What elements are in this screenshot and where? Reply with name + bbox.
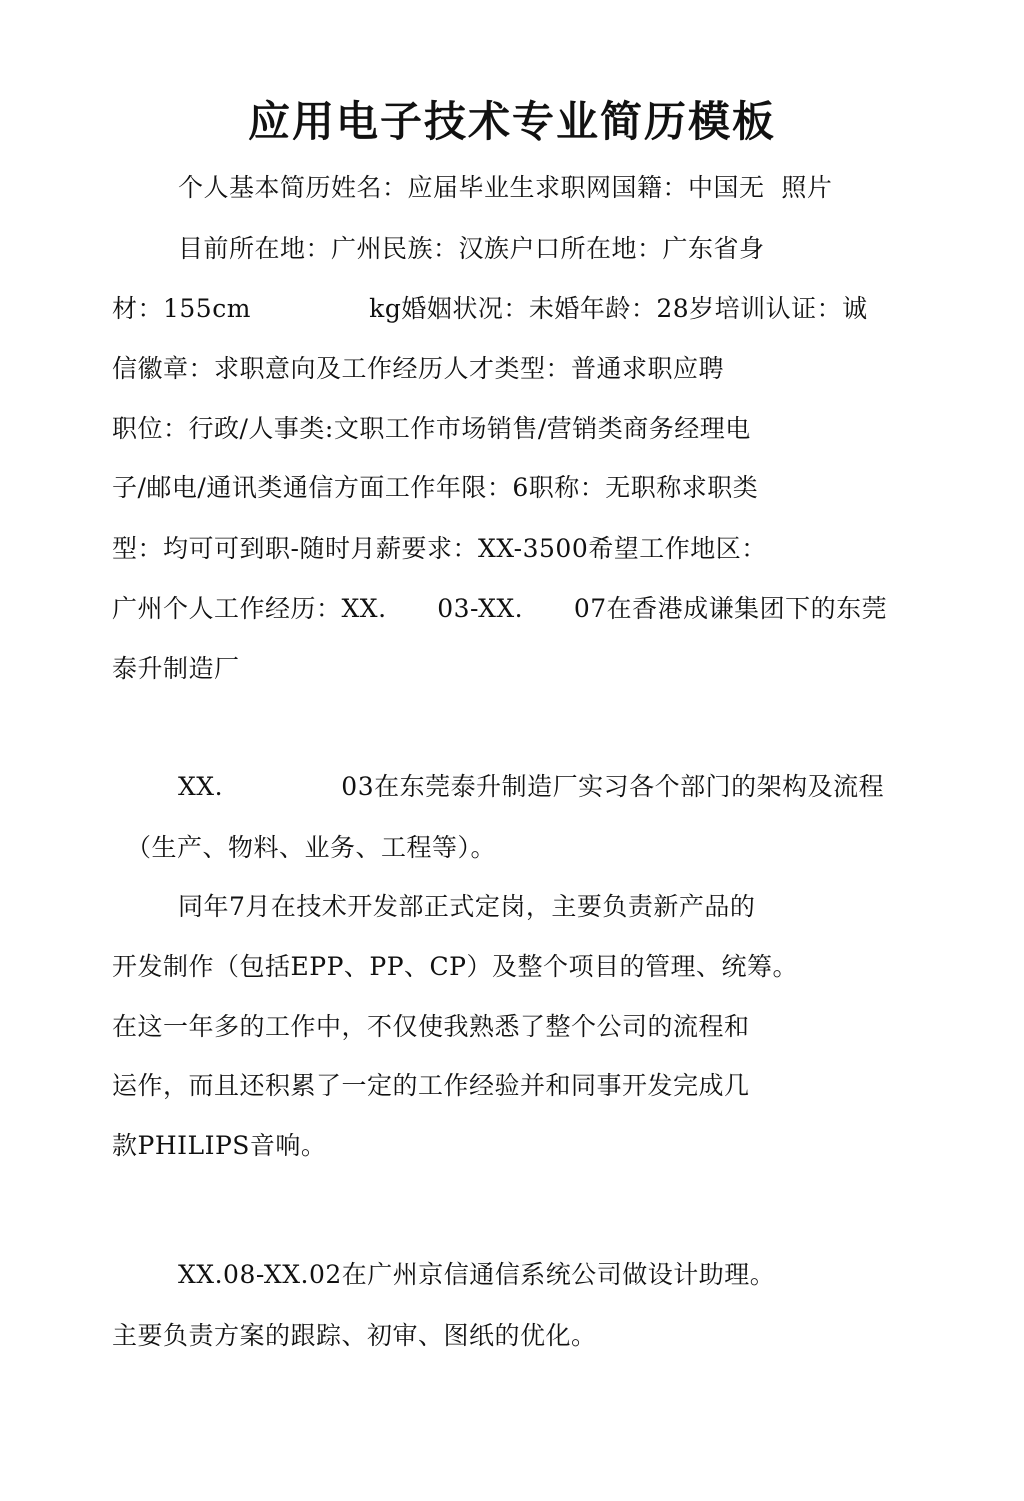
text-line-2: 目前所在地：广州民族：汉族户口所在地：广东省身 (178, 234, 765, 263)
text-line-15: 运作，而且还积累了一定的工作经验并和同事开发完成几 (112, 1071, 750, 1100)
text-line-4: 信徽章：求职意向及工作经历人才类型：普通求职应聘 (112, 354, 725, 383)
text-line-14: 在这一年多的工作中，不仅使我熟悉了整个公司的流程和 (112, 1012, 750, 1041)
text-line-3: 材：155cm kg婚姻状况：未婚年龄：28岁培训认证：诚 (112, 294, 868, 323)
text-line-1: 个人基本简历姓名：应届毕业生求职网国籍：中国无 照片 (178, 173, 833, 202)
text-line-9: 泰升制造厂 (112, 654, 240, 683)
text-line-12: 同年7月在技术开发部正式定岗，主要负责新产品的 (178, 892, 756, 921)
text-line-6: 子/邮电/通讯类通信方面工作年限：6职称：无职称求职类 (112, 473, 759, 502)
text-line-18: 主要负责方案的跟踪、初审、图纸的优化。 (112, 1321, 597, 1350)
text-line-17: XX.08-XX.02在广州京信通信系统公司做设计助理。 (178, 1260, 776, 1289)
text-line-16: 款PHILIPS音响。 (112, 1131, 327, 1160)
text-line-7: 型：均可可到职-随时月薪要求：XX-3500希望工作地区： (112, 534, 767, 563)
text-line-8: 广州个人工作经历：XX. 03-XX. 07在香港成谦集团下的东莞 (112, 594, 888, 623)
text-line-10: XX. 03在东莞泰升制造厂实习各个部门的架构及流程 (178, 772, 885, 801)
document-title: 应用电子技术专业简历模板 (247, 97, 776, 146)
text-line-5: 职位：行政/人事类:文职工作市场销售/营销类商务经理电 (112, 414, 751, 443)
text-line-11: （生产、物料、业务、工程等）。 (126, 833, 497, 862)
text-line-13: 开发制作（包括EPP、PP、CP）及整个项目的管理、统筹。 (112, 952, 798, 981)
